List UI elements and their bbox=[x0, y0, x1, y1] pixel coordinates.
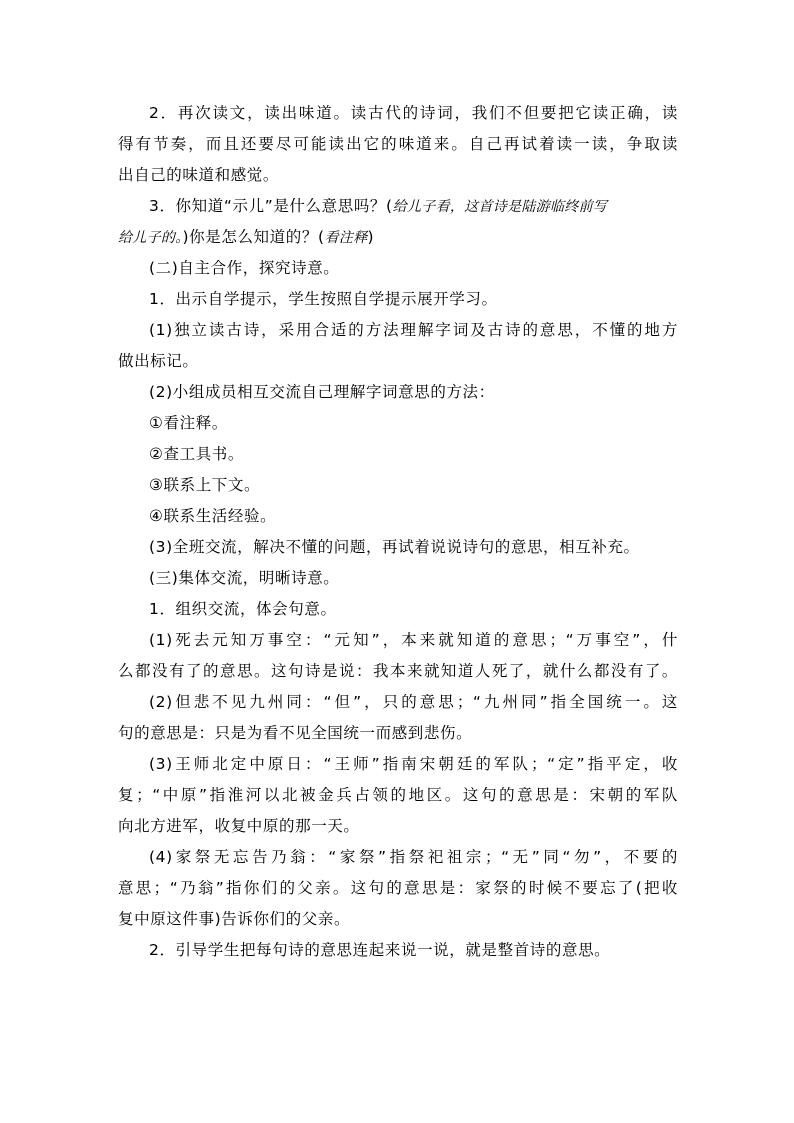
section-heading: (三)集体交流，明晰诗意。 bbox=[149, 569, 340, 587]
list-item: ②查工具书。 bbox=[149, 445, 244, 463]
answer-note: 给儿子看，这首诗是陆游临终前写 bbox=[392, 199, 608, 215]
question-text: ) bbox=[367, 228, 375, 246]
paragraph-line: 句的意思是：只是为看不见全国统一而感到悲伤。 bbox=[118, 724, 473, 742]
paragraph-line: 2．引导学生把每句诗的意思连起来说一说，就是整首诗的意思。 bbox=[149, 941, 611, 959]
list-item: ③联系上下文。 bbox=[149, 476, 261, 494]
paragraph-line: 得有节奏，而且还要尽可能读出它的味道来。自己再试着读一读，争取读 bbox=[118, 135, 678, 153]
paragraph-line: (3)全班交流，解决不懂的问题，再试着说说诗句的意思，相互补充。 bbox=[149, 538, 640, 556]
paragraph-line: 复中原这件事)告诉你们的父亲。 bbox=[118, 910, 351, 928]
paragraph-line: (1)独立读古诗，采用合适的方法理解字词及古诗的意思，不懂的地方 bbox=[149, 321, 678, 339]
paragraph-line: 1．出示自学提示，学生按照自学提示展开学习。 bbox=[149, 290, 498, 308]
paragraph-line: (4)家祭无忘告乃翁：“家祭”指祭祀祖宗；“无”同“勿”，不要的 bbox=[149, 848, 678, 866]
list-item: ①看注释。 bbox=[149, 414, 228, 432]
paragraph-line: 出自己的味道和感觉。 bbox=[118, 166, 280, 184]
paragraph-line: (2)小组成员相互交流自己理解字词意思的方法： bbox=[149, 383, 495, 401]
paragraph-line: (3)王师北定中原日：“王师”指南宋朝廷的军队；“定”指平定，收 bbox=[149, 755, 678, 773]
paragraph-line: (2)但悲不见九州同：“但”，只的意思；“九州同”指全国统一。这 bbox=[149, 693, 678, 711]
paragraph-line: 复；“中原”指淮河以北被金兵占领的地区。这句的意思是：宋朝的军队 bbox=[118, 786, 678, 804]
paragraph-line: 2．再次读文，读出味道。读古代的诗词，我们不但要把它读正确，读 bbox=[149, 104, 678, 122]
paragraph-line bbox=[118, 191, 678, 222]
paragraph-line: 么都没有了的意思。这句诗是说：我本来就知道人死了，就什么都没有了。 bbox=[118, 662, 678, 680]
section-heading: (二)自主合作，探究诗意。 bbox=[149, 259, 340, 277]
list-item: ④联系生活经验。 bbox=[149, 507, 277, 525]
question-text: 3．你知道“示儿”是什么意思吗？( bbox=[149, 197, 393, 215]
question-text: )你是怎么知道的？( bbox=[182, 228, 325, 246]
paragraph-line: 做出标记。 bbox=[118, 352, 199, 370]
paragraph-line bbox=[118, 222, 678, 253]
answer-note: 给儿子的。 bbox=[118, 230, 183, 246]
paragraph-line: 向北方进军，收复中原的那一天。 bbox=[118, 817, 360, 835]
document-body bbox=[118, 98, 678, 966]
paragraph-line: (1)死去元知万事空：“元知”，本来就知道的意思；“万事空”，什 bbox=[149, 631, 678, 649]
paragraph-line: 意思；“乃翁”指你们的父亲。这句的意思是：家祭的时候不要忘了(把收 bbox=[118, 879, 678, 897]
paragraph-line: 1．组织交流，体会句意。 bbox=[149, 600, 337, 618]
answer-note: 看注释 bbox=[324, 230, 368, 246]
